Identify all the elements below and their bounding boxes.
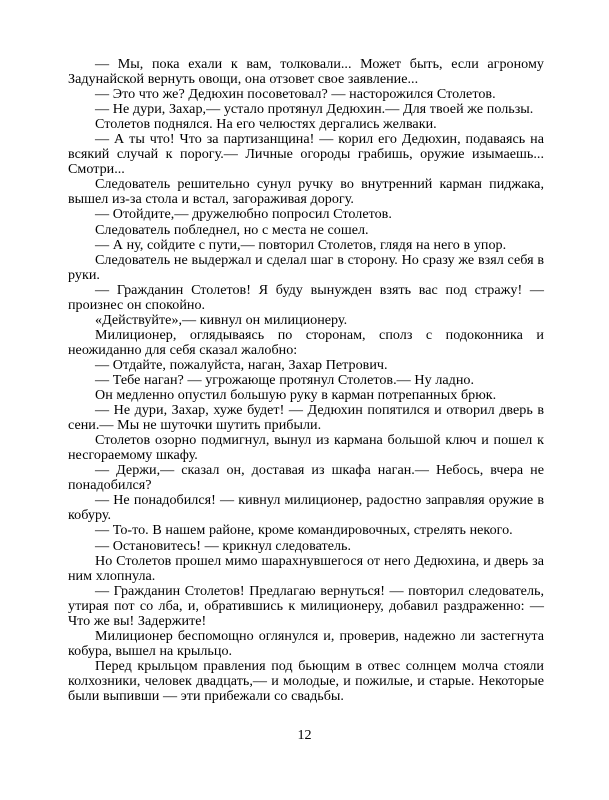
paragraph: Но Столетов прошел мимо шарахнувшегося от него Дедюхина, и дверь за ним хлопнула. <box>68 552 544 584</box>
paragraph: Милиционер беспомощно оглянулся и, проверив, надежно ли застегнута кобура, вышел на крыльцо. <box>68 627 544 659</box>
paragraph: — Остановитесь! — крикнул следователь. <box>95 537 352 554</box>
paragraph: — Гражданин Столетов! Я буду вынужден взять вас под стражу! — произнес он спокойно. <box>68 281 544 313</box>
paragraph: — Тебе наган? — угрожающе протянул Столетов.— Ну ладно. <box>95 371 475 388</box>
paragraph: Следователь не выдержал и сделал шаг в сторону. Но сразу же взял себя в руки. <box>68 251 544 283</box>
paragraph: — Гражданин Столетов! Предлагаю вернуться! — повторил следователь, утирая пот со лба, и, обратившись к милиционеру, добавил раздраженно: — Что же вы! Задержите! <box>68 582 544 629</box>
paragraph: Следователь решительно сунул ручку во внутренний карман пиджака, вышел из-за стола и встал, загораживая дорогу. <box>68 176 544 208</box>
paragraph: — Не понадобился! — кивнул милиционер, радостно заправляя оружие в кобуру. <box>68 492 544 524</box>
paragraph: Следователь побледнел, но с места не сошел. <box>95 221 369 238</box>
paragraph: Столетов озорно подмигнул, вынул из кармана большой ключ и пошел к несгораемому шкафу. <box>68 432 544 464</box>
paragraph: — Отдайте, пожалуйста, наган, Захар Петрович. <box>95 356 388 373</box>
paragraph: — А ну, сойдите с пути,— повторил Столетов, глядя на него в упор. <box>95 236 507 253</box>
paragraph: — Держи,— сказал он, доставая из шкафа наган.— Небось, вчера не понадобился? <box>68 462 544 494</box>
paragraph: — Мы, пока ехали к вам, толковали... Может быть, если агроному Задунайской вернуть овощи, она отзовет свое заявление... <box>68 56 544 88</box>
paragraph: — А ты что! Что за партизанщина! — корил его Дедюхин, подаваясь на всякий случай к порогу.— Личные огороды грабишь, оружие изымаешь... Смотри... <box>68 131 544 178</box>
paragraph: — То-то. В нашем районе, кроме командировочных, стрелять некого. <box>95 522 513 539</box>
paragraph: Столетов поднялся. На его челюстях дергались желваки. <box>95 116 437 133</box>
paragraph: Он медленно опустил большую руку в карман потрепанных брюк. <box>95 387 497 404</box>
page-number: 12 <box>297 727 312 743</box>
paragraph: — Отойдите,— дружелюбно попросил Столетов. <box>95 206 392 223</box>
paragraph: — Не дури, Захар, хуже будет! — Дедюхин попятился и отворил дверь в сени.— Мы не шуточки шутить прибыли. <box>68 402 544 434</box>
paragraph: — Это что же? Дедюхин посоветовал? — насторожился Столетов. <box>95 86 496 103</box>
page-text-column <box>68 57 544 704</box>
paragraph: Перед крыльцом правления под бьющим в отвес солнцем молча стояли колхозники, человек двадцать,— и молодые, и пожилые, и старые. Некоторые были выпивши — эти прибежали со свадьбы. <box>68 657 544 704</box>
paragraph: — Не дури, Захар,— устало протянул Дедюхин.— Для твоей же пользы. <box>95 101 534 118</box>
paragraph: Милиционер, оглядываясь по сторонам, сполз с подоконника и неожиданно для себя сказал жалобно: <box>68 326 544 358</box>
paragraph: «Действуйте»,— кивнул он милиционеру. <box>95 311 348 328</box>
